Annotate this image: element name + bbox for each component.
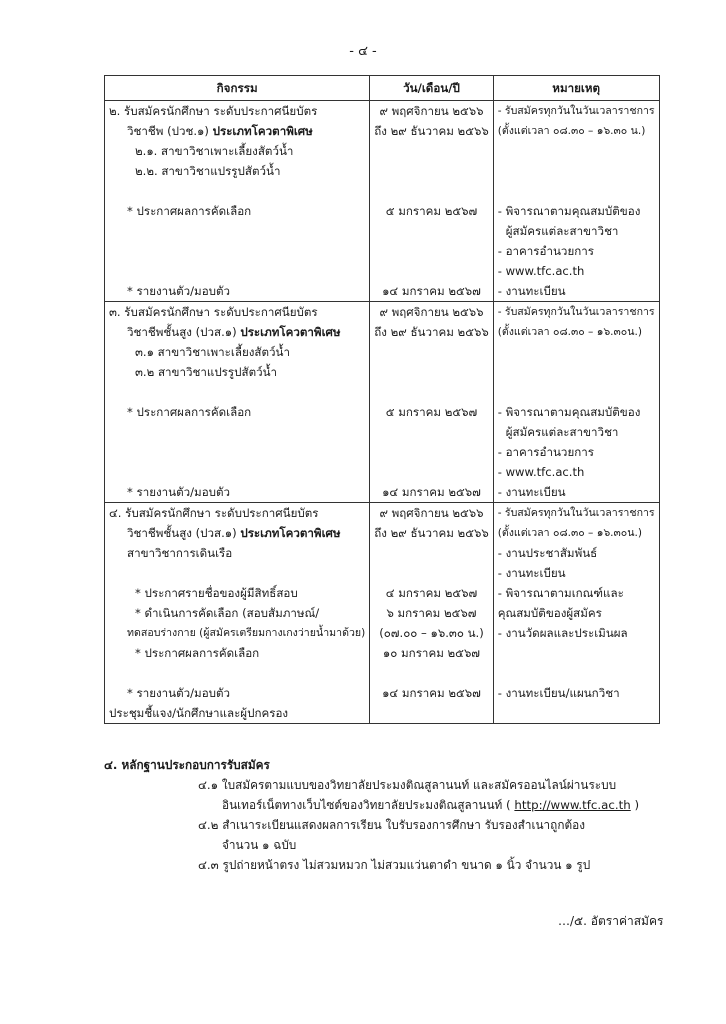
announce-label: * ประกาศผลการคัดเลือก [127, 405, 252, 419]
remarks-cell [493, 302, 659, 503]
header-activity: กิจกรรม [105, 76, 370, 101]
activity-type: ประเภทโควตาพิเศษ [212, 124, 313, 138]
announce-label: * ประกาศผลการคัดเลือก [135, 646, 260, 660]
major-item: ๒.๑. สาขาวิชาเพาะเลี้ยงสัตว์น้ำ [135, 144, 294, 158]
apply-hours: (ตั้งแต่เวลา ๐๘.๓๐ – ๑๖.๓๐ น.) [497, 125, 646, 137]
page-number: - ๔ - [349, 44, 377, 59]
table-row [105, 503, 660, 724]
table-row [105, 101, 660, 302]
meeting-label: ประชุมชี้แจง/นักศึกษาและผู้ปกครอง [109, 706, 289, 720]
required-documents-section [104, 755, 664, 875]
major-item: ๓.๑ สาขาวิชาเพาะเลี้ยงสัตว์น้ำ [135, 345, 290, 359]
announce-date: ๕ มกราคม ๒๕๖๗ [385, 204, 478, 218]
major-item: ๒.๒. สาขาวิชาแปรรูปสัตว์น้ำ [135, 164, 281, 178]
selection-note: คุณสมบัติของผู้สมัคร [497, 606, 602, 620]
announce-label: * ประกาศผลการคัดเลือก [127, 204, 252, 218]
selection-label-detail: ทดสอบร่างกาย (ผู้สมัครเตรียมกางเกงว่ายน้ำมาด้วย) [127, 627, 366, 639]
announce-note: ผู้สมัครแต่ละสาขาวิชา [505, 224, 619, 238]
apply-date-end: ถึง ๒๙ ธันวาคม ๒๕๖๖ [374, 526, 489, 540]
next-page-reference: …/๕. อัตราค่าสมัคร [558, 914, 664, 928]
apply-date-start: ๙ พฤศจิกายน ๒๕๖๖ [379, 506, 484, 520]
report-label: * รายงานตัว/มอบตัว [127, 485, 231, 499]
apply-note: - งานทะเบียน [497, 566, 566, 580]
selection-label: * ดำเนินการคัดเลือก (สอบสัมภาษณ์/ [135, 606, 320, 620]
website-link: - www.tfc.ac.th [497, 264, 585, 278]
apply-date-end: ถึง ๒๙ ธันวาคม ๒๕๖๖ [374, 325, 489, 339]
apply-hours: (ตั้งแต่เวลา ๐๘.๓๐ – ๑๖.๓๐น.) [497, 527, 642, 539]
header-remarks: หมายเหตุ [493, 76, 659, 101]
activity-type: ประเภทโควตาพิเศษ [240, 526, 341, 540]
apply-note: - งานประชาสัมพันธ์ [497, 546, 598, 560]
date-cell [370, 503, 493, 724]
remarks-cell [493, 503, 659, 724]
table-row [105, 302, 660, 503]
report-date: ๑๔ มกราคม ๒๕๖๗ [382, 284, 481, 298]
remarks-cell [493, 101, 659, 302]
apply-hours: (ตั้งแต่เวลา ๐๘.๓๐ – ๑๖.๓๐น.) [497, 326, 642, 338]
eligible-date: ๔ มกราคม ๒๕๖๗ [385, 586, 478, 600]
apply-note: - รับสมัครทุกวันในวันเวลาราชการ [497, 507, 655, 519]
header-date: วัน/เดือน/ปี [370, 76, 493, 101]
activity-level: วิชาชีพชั้นสูง (ปวส.๑) [127, 526, 241, 540]
section-heading: ๔. หลักฐานประกอบการรับสมัคร [104, 758, 270, 772]
document-item: ๔.๒ สำเนาระเบียนแสดงผลการเรียน ใบรับรองการศึกษา รับรองสำเนาถูกต้อง [198, 818, 585, 832]
major-item: สาขาวิชาการเดินเรือ [127, 546, 233, 560]
report-note: - งานทะเบียน [497, 485, 566, 499]
activity-level: วิชาชีพ (ปวช.๑) [127, 124, 213, 138]
announce-date: ๕ มกราคม ๒๕๖๗ [385, 405, 478, 419]
selection-time: (๐๗.๐๐ – ๑๖.๓๐ น.) [379, 626, 484, 640]
selection-note: - งานวัดผลและประเมินผล [497, 626, 628, 640]
announce-date: ๑๐ มกราคม ๒๕๖๗ [382, 646, 481, 660]
document-item-continued [104, 795, 664, 815]
activity-type: ประเภทโควตาพิเศษ [240, 325, 341, 339]
table-header-row [105, 76, 660, 101]
activity-cell [105, 503, 370, 724]
apply-date-start: ๙ พฤศจิกายน ๒๕๖๖ [379, 305, 484, 319]
announce-note: - พิจารณาตามคุณสมบัติของ [497, 204, 641, 218]
apply-date-end: ถึง ๒๙ ธันวาคม ๒๕๖๖ [374, 124, 489, 138]
date-cell [370, 302, 493, 503]
document-item-text: ) [630, 798, 640, 812]
activity-title: ๒. รับสมัครนักศึกษา ระดับประกาศนียบัตร [109, 104, 318, 118]
selection-date: ๖ มกราคม ๒๕๖๗ [386, 606, 477, 620]
apply-date-start: ๙ พฤศจิกายน ๒๕๖๖ [379, 104, 484, 118]
activity-title: ๔. รับสมัครนักศึกษา ระดับประกาศนียบัตร [109, 506, 319, 520]
announce-note: - พิจารณาตามคุณสมบัติของ [497, 405, 641, 419]
website-link[interactable]: http://www.tfc.ac.th [514, 798, 631, 812]
report-label: * รายงานตัว/มอบตัว [127, 686, 231, 700]
website-link: - www.tfc.ac.th [497, 465, 585, 479]
report-date: ๑๔ มกราคม ๒๕๖๗ [382, 686, 481, 700]
eligible-label: * ประกาศรายชื่อของผู้มีสิทธิ์สอบ [135, 586, 298, 600]
major-item: ๓.๒ สาขาวิชาแปรรูปสัตว์น้ำ [135, 365, 278, 379]
report-note: - งานทะเบียน [497, 284, 566, 298]
activity-cell [105, 101, 370, 302]
announce-note: - อาคารอำนวยการ [497, 445, 594, 459]
activity-title: ๓. รับสมัครนักศึกษา ระดับประกาศนียบัตร [109, 305, 318, 319]
document-item-text: อินเทอร์เน็ตทางเว็บไซต์ของวิทยาลัยประมงติณสูลานนท์ ( [222, 798, 515, 812]
activity-cell [105, 302, 370, 503]
document-item: ๔.๑ ใบสมัครตามแบบของวิทยาลัยประมงติณสูลานนท์ และสมัครออนไลน์ผ่านระบบ [198, 778, 617, 792]
apply-note: - รับสมัครทุกวันในวันเวลาราชการ [497, 306, 655, 318]
report-label: * รายงานตัว/มอบตัว [127, 284, 231, 298]
announce-note: ผู้สมัครแต่ละสาขาวิชา [505, 425, 619, 439]
document-item-continued: จำนวน ๑ ฉบับ [222, 838, 297, 852]
apply-note: - รับสมัครทุกวันในวันเวลาราชการ [497, 105, 655, 117]
activity-level: วิชาชีพชั้นสูง (ปวส.๑) [127, 325, 241, 339]
report-date: ๑๔ มกราคม ๒๕๖๗ [382, 485, 481, 499]
eligible-note: - พิจารณาตามเกณฑ์และ [497, 586, 624, 600]
report-note: - งานทะเบียน/แผนกวิชา [497, 686, 620, 700]
document-item: ๔.๓ รูปถ่ายหน้าตรง ไม่สวมหมวก ไม่สวมแว่นตาดำ ขนาด ๑ นิ้ว จำนวน ๑ รูป [198, 858, 591, 872]
date-cell [370, 101, 493, 302]
schedule-table [104, 75, 660, 724]
announce-note: - อาคารอำนวยการ [497, 244, 594, 258]
